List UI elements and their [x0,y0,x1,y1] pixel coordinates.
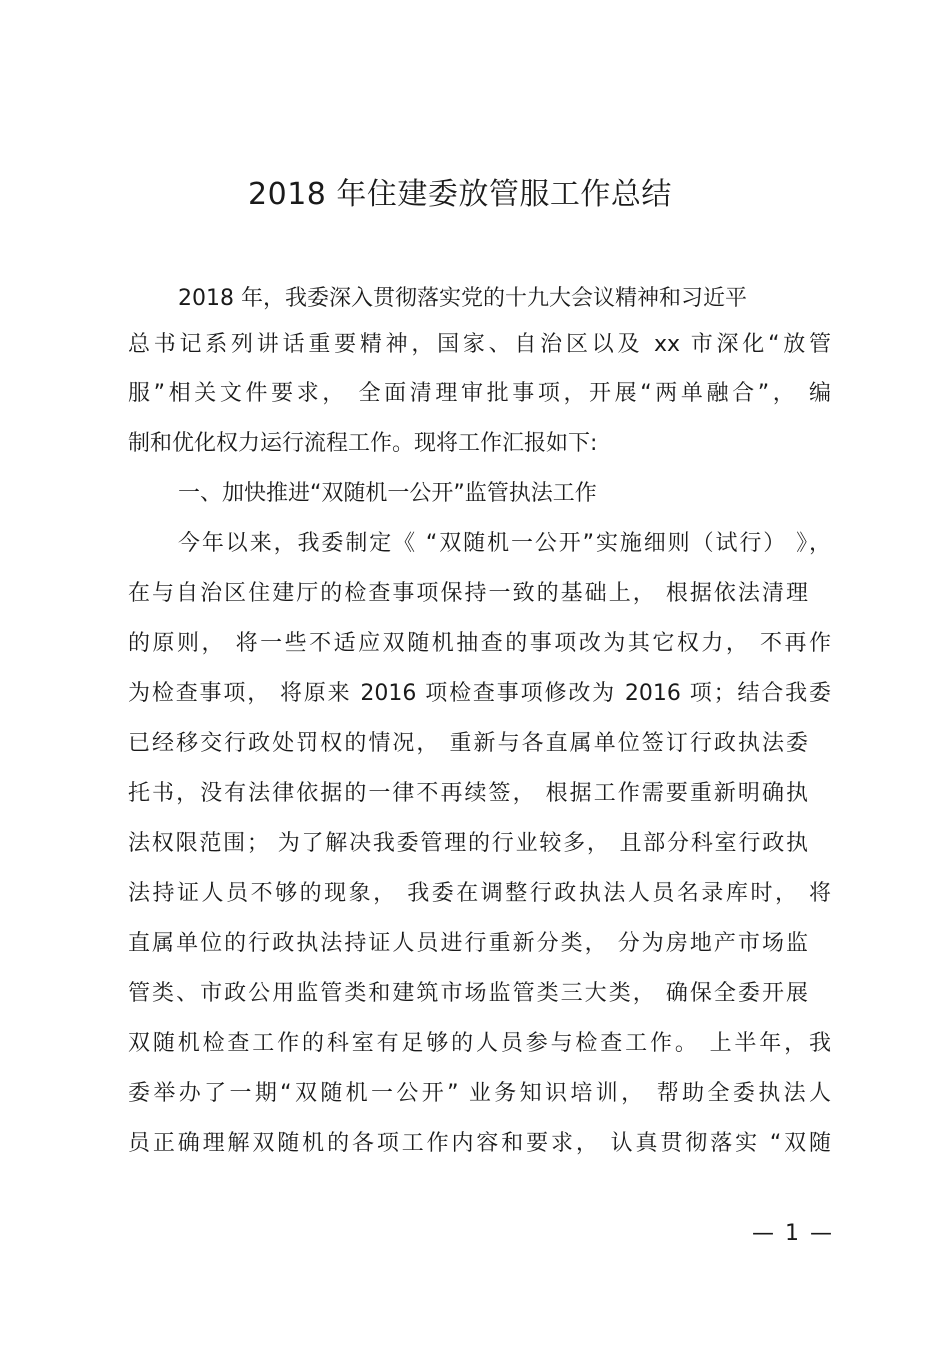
document-title: 2018 年住建委放管服工作总结 [248,177,672,212]
body-line-10: 已经移交行政处罚权的情况， 重新与各直属单位签订行政执法委 [128,731,808,756]
body-line-15: 管类、市政公用监管类和建筑市场监管类三大类， 确保全委开展 [128,981,808,1006]
body-line-8: 的原则， 将一些不适应双随机抽查的事项改为其它权力， 不再作 [128,631,831,656]
page-number: — 1 — [752,1221,834,1246]
body-line-16: 双随机检查工作的科室有足够的人员参与检查工作。 上半年，我 [128,1031,831,1056]
section-heading-1: 一、加快推进“双随机一公开”监管执法工作 [178,481,597,506]
body-line-17: 委举办了一期“双随机一公开” 业务知识培训， 帮助全委执法人 [128,1081,831,1106]
body-line-7: 在与自治区住建厅的检查事项保持一致的基础上， 根据依法清理 [128,581,808,606]
body-line-1: 2018 年，我委深入贯彻落实党的十九大会议精神和习近平 [178,286,747,311]
body-line-4: 制和优化权力运行流程工作。现将工作汇报如下: [128,431,598,456]
body-line-9: 为检查事项， 将原来 2016 项检查事项修改为 2016 项；结合我委 [128,681,831,706]
body-line-3: 服”相关文件要求， 全面清理审批事项，开展“两单融合”， 编 [128,381,831,406]
body-line-14: 直属单位的行政执法持证人员进行重新分类， 分为房地产市场监 [128,931,808,956]
body-line-13: 法持证人员不够的现象， 我委在调整行政执法人员名录库时， 将 [128,881,831,906]
body-line-2: 总书记系列讲话重要精神，国家、自治区以及 xx 市深化“放管 [128,332,831,357]
body-line-18: 员正确理解双随机的各项工作内容和要求， 认真贯彻落实 “双随 [128,1131,831,1156]
body-line-12: 法权限范围； 为了解决我委管理的行业较多， 且部分科室行政执 [128,831,808,856]
body-line-6: 今年以来，我委制定《 “双随机一公开”实施细则（试行） 》， [178,531,831,556]
body-line-11: 托书，没有法律依据的一律不再续签， 根据工作需要重新明确执 [128,781,808,806]
